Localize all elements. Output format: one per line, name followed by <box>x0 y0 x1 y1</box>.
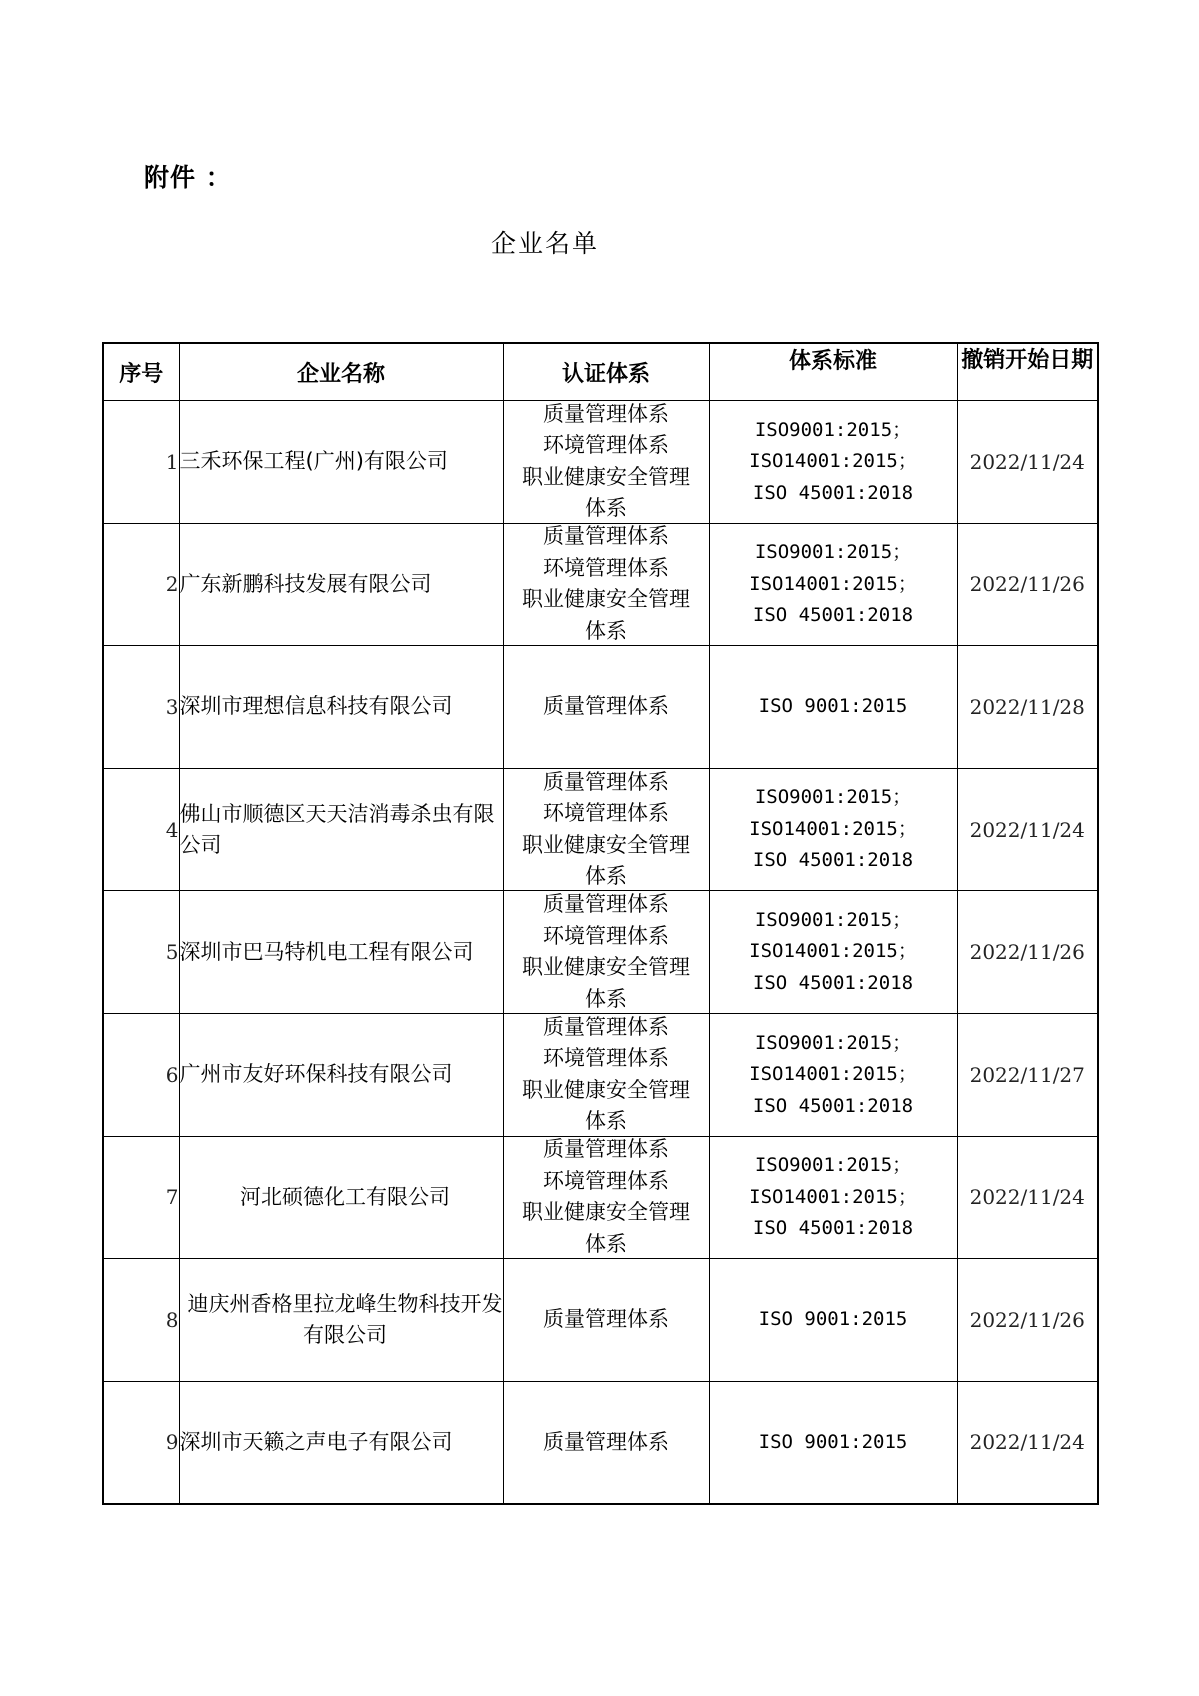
table-row <box>103 1136 1098 1259</box>
row-company-name: 深圳市天籁之声电子有限公司 <box>179 1381 503 1504</box>
cert-system-line: 质量管理体系 <box>543 893 669 917</box>
column-header-revoke-date-text: 撤销开始日期 <box>961 348 1094 373</box>
row-company-name: 深圳市理想信息科技有限公司 <box>179 646 503 769</box>
cert-system-line: 体系 <box>585 496 627 521</box>
column-header-revoke-date <box>957 343 1098 401</box>
table-row <box>103 401 1098 524</box>
standard-line: ISO14001:2015； <box>749 940 917 963</box>
row-standard <box>709 401 957 524</box>
row-revoke-date: 2022/11/24 <box>957 1381 1098 1504</box>
standard-line: ISO14001:2015； <box>749 1185 917 1208</box>
cert-system-line: 环境管理体系 <box>543 923 669 948</box>
cert-system-line: 环境管理体系 <box>543 433 669 458</box>
standard-line: ISO9001:2015； <box>754 1154 912 1177</box>
row-revoke-date: 2022/11/27 <box>957 1013 1098 1136</box>
cert-system-line: 质量管理体系 <box>543 770 669 794</box>
standard-line: ISO9001:2015； <box>754 541 912 564</box>
cert-system-lines <box>504 893 709 1011</box>
row-revoke-date: 2022/11/24 <box>957 1136 1098 1259</box>
cert-system-line: 质量管理体系 <box>543 1429 669 1454</box>
row-company-name: 河北硕德化工有限公司 <box>179 1136 503 1259</box>
standard-line: ISO 45001:2018 <box>752 971 914 994</box>
cert-system-line: 体系 <box>585 864 627 889</box>
row-standard <box>709 1259 957 1382</box>
attachment-label: 附件 ： <box>144 163 232 192</box>
cert-system-line: 职业健康安全管理 <box>522 587 690 612</box>
company-table <box>102 342 1099 1505</box>
standard-line: ISO 45001:2018 <box>752 849 914 872</box>
standard-line: ISO14001:2015； <box>749 817 917 840</box>
row-seq: 2 <box>103 523 179 646</box>
cert-system-line: 质量管理体系 <box>543 525 669 549</box>
row-cert-system <box>503 1013 709 1136</box>
row-cert-system <box>503 891 709 1014</box>
cert-system-line: 体系 <box>585 618 627 643</box>
row-standard <box>709 1381 957 1504</box>
standard-line: ISO 9001:2015 <box>758 695 908 718</box>
standard-line: ISO9001:2015； <box>754 1031 912 1054</box>
table-row <box>103 891 1098 1014</box>
column-header-seq: 序号 <box>103 343 179 401</box>
row-standard <box>709 646 957 769</box>
row-revoke-date: 2022/11/24 <box>957 768 1098 891</box>
row-seq: 1 <box>103 401 179 524</box>
row-company-name: 迪庆州香格里拉龙峰生物科技开发有限公司 <box>179 1259 503 1382</box>
row-company-name: 广州市友好环保科技有限公司 <box>179 1013 503 1136</box>
standard-line: ISO 45001:2018 <box>752 1217 914 1240</box>
row-company-name: 广东新鹏科技发展有限公司 <box>179 523 503 646</box>
row-cert-system <box>503 646 709 769</box>
row-company-name: 佛山市顺德区天天洁消毒杀虫有限公司 <box>179 768 503 891</box>
row-company-name: 深圳市巴马特机电工程有限公司 <box>179 891 503 1014</box>
column-header-standard: 体系标准 <box>709 343 957 401</box>
cert-system-line: 质量管理体系 <box>543 1307 669 1332</box>
column-header-system: 认证体系 <box>503 343 709 401</box>
standard-line: ISO14001:2015； <box>749 1063 917 1086</box>
cert-system-lines <box>504 1261 709 1379</box>
row-standard <box>709 891 957 1014</box>
cert-system-line: 环境管理体系 <box>543 555 669 580</box>
row-cert-system <box>503 1136 709 1259</box>
cert-system-line: 职业健康安全管理 <box>522 464 690 489</box>
cert-system-line: 环境管理体系 <box>543 801 669 826</box>
row-standard <box>709 523 957 646</box>
cert-system-line: 质量管理体系 <box>543 402 669 426</box>
cert-system-line: 体系 <box>585 986 627 1011</box>
row-revoke-date: 2022/11/28 <box>957 646 1098 769</box>
cert-system-line: 质量管理体系 <box>543 1138 669 1162</box>
cert-system-line: 质量管理体系 <box>543 694 669 719</box>
row-revoke-date: 2022/11/26 <box>957 1259 1098 1382</box>
standard-line: ISO 45001:2018 <box>752 481 914 504</box>
row-revoke-date: 2022/11/26 <box>957 891 1098 1014</box>
row-cert-system <box>503 1259 709 1382</box>
standard-line: ISO14001:2015； <box>749 450 917 473</box>
row-company-name: 三禾环保工程(广州)有限公司 <box>179 401 503 524</box>
row-seq: 5 <box>103 891 179 1014</box>
cert-system-lines <box>504 648 709 766</box>
standard-line: ISO9001:2015； <box>754 908 912 931</box>
table-row <box>103 1259 1098 1382</box>
cert-system-lines <box>504 525 709 643</box>
standard-line: ISO 45001:2018 <box>752 1094 914 1117</box>
table-row <box>103 523 1098 646</box>
standard-line: ISO14001:2015； <box>749 572 917 595</box>
cert-system-line: 职业健康安全管理 <box>522 1077 690 1102</box>
cert-system-lines <box>504 403 709 521</box>
standard-line: ISO9001:2015； <box>754 418 912 441</box>
standard-line: ISO9001:2015； <box>754 786 912 809</box>
cert-system-lines <box>504 771 709 889</box>
row-seq: 7 <box>103 1136 179 1259</box>
cert-system-line: 职业健康安全管理 <box>522 1200 690 1225</box>
row-standard <box>709 1013 957 1136</box>
row-seq: 9 <box>103 1381 179 1504</box>
row-cert-system <box>503 768 709 891</box>
column-header-name: 企业名称 <box>179 343 503 401</box>
table-row <box>103 768 1098 891</box>
row-seq: 4 <box>103 768 179 891</box>
cert-system-lines <box>504 1383 709 1501</box>
row-cert-system <box>503 523 709 646</box>
table-row <box>103 646 1098 769</box>
cert-system-line: 职业健康安全管理 <box>522 832 690 857</box>
standard-line: ISO 45001:2018 <box>752 604 914 627</box>
cert-system-line: 环境管理体系 <box>543 1046 669 1071</box>
table-body <box>103 401 1098 1504</box>
cert-system-line: 环境管理体系 <box>543 1168 669 1193</box>
table-row <box>103 1013 1098 1136</box>
row-cert-system <box>503 401 709 524</box>
row-seq: 3 <box>103 646 179 769</box>
cert-system-line: 体系 <box>585 1109 627 1134</box>
cert-system-lines <box>504 1138 709 1256</box>
cert-system-line: 体系 <box>585 1231 627 1256</box>
row-standard <box>709 1136 957 1259</box>
row-revoke-date: 2022/11/26 <box>957 523 1098 646</box>
row-seq: 8 <box>103 1259 179 1382</box>
row-seq: 6 <box>103 1013 179 1136</box>
row-cert-system <box>503 1381 709 1504</box>
standard-line: ISO 9001:2015 <box>758 1430 908 1453</box>
row-revoke-date: 2022/11/24 <box>957 401 1098 524</box>
row-standard <box>709 768 957 891</box>
table-header-row <box>103 343 1098 401</box>
document-title: 企业名单 <box>490 229 599 258</box>
cert-system-lines <box>504 1016 709 1134</box>
standard-line: ISO 9001:2015 <box>758 1308 908 1331</box>
cert-system-line: 质量管理体系 <box>543 1015 669 1039</box>
cert-system-line: 职业健康安全管理 <box>522 955 690 980</box>
table-row <box>103 1381 1098 1504</box>
